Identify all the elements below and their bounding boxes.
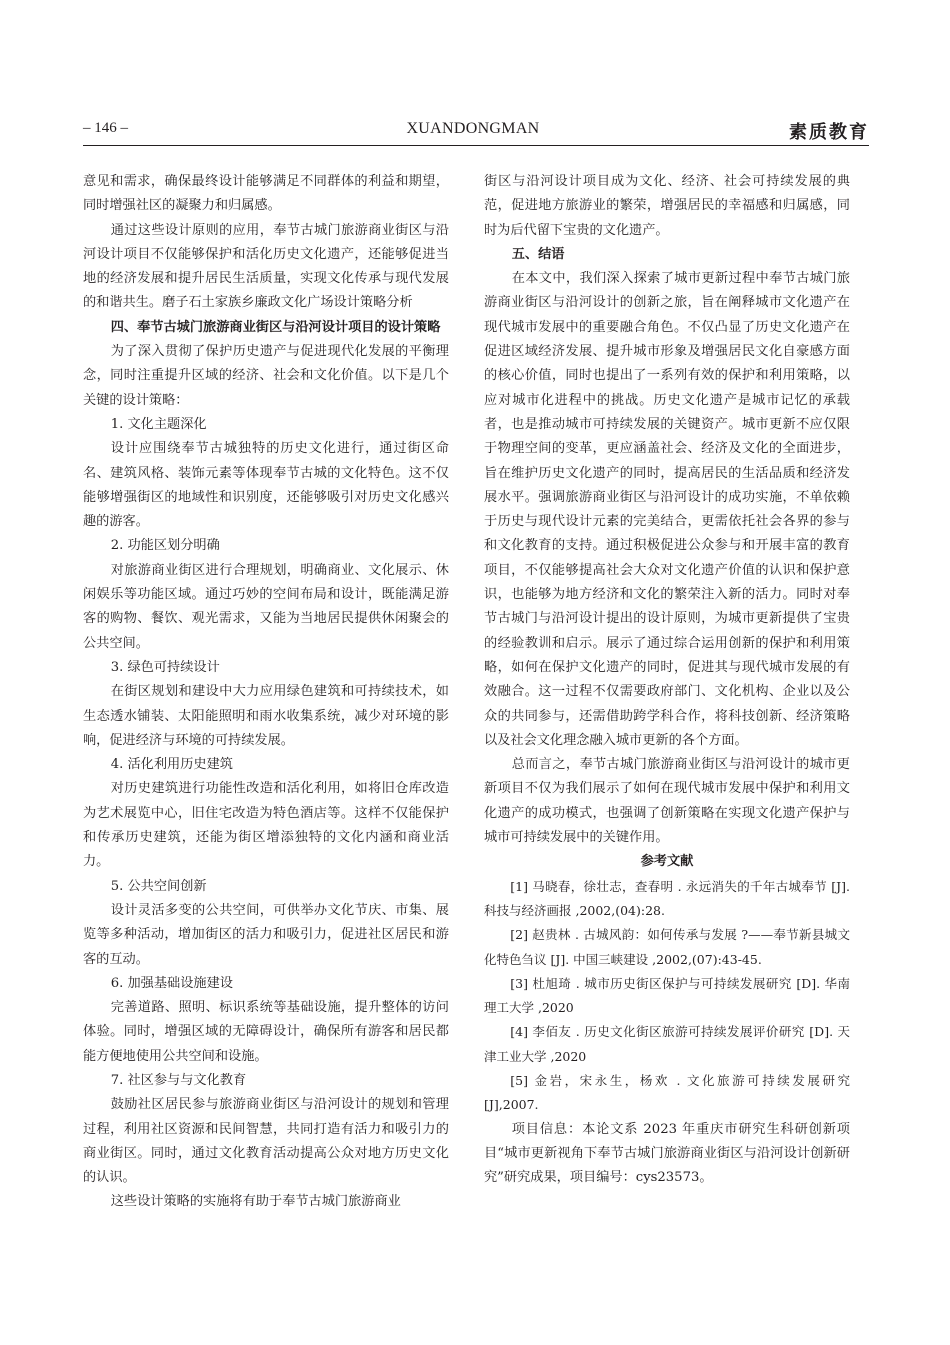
reference-item: [5] 金岩，宋永生，杨欢 . 文化旅游可持续发展研究 [J],2007. xyxy=(484,1072,850,1113)
paragraph: 设计灵活多变的公共空间，可供举办文化节庆、市集、展览等多种活动，增加街区的活力和吸引力，促进社区居民和游客的互动。 xyxy=(83,902,449,967)
page-header xyxy=(83,120,869,142)
paragraph: 为了深入贯彻了保护历史遗产与促进现代化发展的平衡理念，同时注重提升区域的经济、社会和文化价值。以下是几个关键的设计策略： xyxy=(83,344,449,408)
header-rule xyxy=(83,145,869,146)
paragraph: 对历史建筑进行功能性改造和活化利用，如将旧仓库改造为艺术展览中心，旧住宅改造为特色酒店等。这样不仅能保护和传承历史建筑，还能为街区增添独特的文化内涵和商业活力。 xyxy=(83,781,449,870)
section-heading: 五、结语 xyxy=(511,246,565,262)
paragraph: 2. 功能区划分明确 xyxy=(110,538,220,554)
paragraph: 总而言之，奉节古城门旅游商业街区与沿河设计的城市更新项目不仅为我们展示了如何在现代城市发展中保护和利用文化遗产的成功模式，也强调了创新策略在实现文化遗产保护与城市可持续发展中的关键作用。 xyxy=(484,757,850,846)
paragraph: 对旅游商业街区进行合理规划，明确商业、文化展示、休闲娱乐等功能区域。通过巧妙的空间布局和设计，既能满足游客的购物、餐饮、观光需求，又能为当地居民提供休闲聚会的公共空间。 xyxy=(83,562,449,651)
paragraph: 3. 绿色可持续设计 xyxy=(110,659,220,675)
left-column xyxy=(83,170,449,1215)
paragraph: 6. 加强基础设施建设 xyxy=(110,975,233,991)
paragraph: 完善道路、照明、标识系统等基础设施，提升整体的访问体验。同时，增强区域的无障碍设计，确保所有游客和居民都能方便地使用公共空间和设施。 xyxy=(83,1000,449,1064)
paragraph: 7. 社区参与与文化教育 xyxy=(110,1072,247,1088)
reference-item: [4] 李佰友 . 历史文化街区旅游可持续发展评价研究 [D]. 天津工业大学 ,2020 xyxy=(484,1024,850,1064)
paragraph: 意见和需求，确保最终设计能够满足不同群体的利益和期望，同时增强社区的凝聚力和归属感。 xyxy=(83,174,449,214)
paragraph: 这些设计策略的实施将有助于奉节古城门旅游商业 xyxy=(110,1194,401,1210)
paragraph: 5. 公共空间创新 xyxy=(110,878,207,894)
journal-title: XUANDONGMAN xyxy=(406,120,540,137)
reference-item: [2] 赵贵林 . 古城风韵：如何传承与发展 ?——奉节新县城文化特色刍议 [J]. 中国三峡建设 ,2002,(07):43-45. xyxy=(484,927,850,967)
page-number: – 146 – xyxy=(83,120,128,136)
reference-item: [3] 杜旭琦 . 城市历史街区保护与可持续发展研究 [D]. 华南理工大学 ,2020 xyxy=(484,975,850,1016)
references-heading: 参考文献 xyxy=(640,854,694,870)
right-column xyxy=(484,170,850,1190)
paragraph: 在本文中，我们深入探索了城市更新过程中奉节古城门旅游商业街区与沿河设计的创新之旅，旨在阐释城市文化遗产在现代城市发展中的重要融合角色。不仅凸显了历史文化遗产在促进区域经济发展、提升城市形象及增强居民文化自豪感方面的核心价值，同时也提出了一系列有效的保护和利用策略，以应对城市化进程中的挑战。历史文化遗产是城市记忆的承载者，也是推动城市可持续发展的关键资产。城市更新不应仅限于物理空间的变革，更应涵盖社会、经济及文化的全面进步，旨在维护历史文化遗产的同时，提高居民的生活品质和经济发展水平。强调旅游商业街区与沿河设计的成功实施，不单依赖于历史与现代设计元素的完美结合，更需依托社会各界的参与和文化教育的支持。通过积极促进公众参与和开展丰富的教育项目，不仅能够提高社会大众对文化遗产价值的认识和保护意识，也能够为地方经济和文化的繁荣注入新的活力。同时对奉节古城门与沿河设计提出的设计原则，为城市更新提供了宝贵的经验教训和启示。展示了通过综合运用创新的保护和利用策略，如何在保护文化遗产的同时，促进其与现代城市发展的有效融合。这一过程不仅需要政府部门、文化机构、企业以及公众的共同参与，还需借助跨学科合作，将科技创新、经济策略以及社会文化理念融入城市更新的各个方面。 xyxy=(484,271,850,748)
paragraph: 设计应围绕奉节古城独特的历史文化进行，通过街区命名、建筑风格、装饰元素等体现奉节古城的文化特色。这不仅能够增强街区的地域性和识别度，还能够吸引对历史文化感兴趣的游客。 xyxy=(83,441,449,530)
paragraph: 鼓励社区居民参与旅游商业街区与沿河设计的规划和管理过程，利用社区资源和民间智慧，共同打造有活力和吸引力的商业街区。同时，通过文化教育活动提高公众对地方历史文化的认识。 xyxy=(83,1097,449,1186)
section-heading: 四、奉节古城门旅游商业街区与沿河设计项目的设计策略 xyxy=(110,319,441,335)
paragraph: 街区与沿河设计项目成为文化、经济、社会可持续发展的典范，促进地方旅游业的繁荣，增强居民的幸福感和归属感，同时为后代留下宝贵的文化遗产。 xyxy=(484,174,850,238)
paragraph: 通过这些设计原则的应用，奉节古城门旅游商业街区与沿河设计项目不仅能够保护和活化历史文化遗产，还能够促进当地的经济发展和提升居民生活质量，实现文化传承与现代发展的和谐共生。磨子石土家族乡廉政文化广场设计策略分析 xyxy=(83,222,449,311)
section-title: 素质教育 xyxy=(789,122,869,143)
reference-item: [1] 马晓春，徐壮志，查春明 . 永远消失的千年古城奉节 [J]. 科技与经济画报 ,2002,(04):28. xyxy=(484,878,850,918)
paragraph: 在街区规划和建设中大力应用绿色建筑和可持续技术，如生态透水铺装、太阳能照明和雨水收集系统，减少对环境的影响，促进经济与环境的可持续发展。 xyxy=(83,684,449,748)
paragraph: 项目信息：本论文系 2023 年重庆市研究生科研创新项目“城市更新视角下奉节古城门旅游商业街区与沿河设计创新研究”研究成果，项目编号：cys23573。 xyxy=(484,1121,850,1186)
paragraph: 4. 活化利用历史建筑 xyxy=(110,757,233,773)
paragraph: 1. 文化主题深化 xyxy=(110,416,207,432)
